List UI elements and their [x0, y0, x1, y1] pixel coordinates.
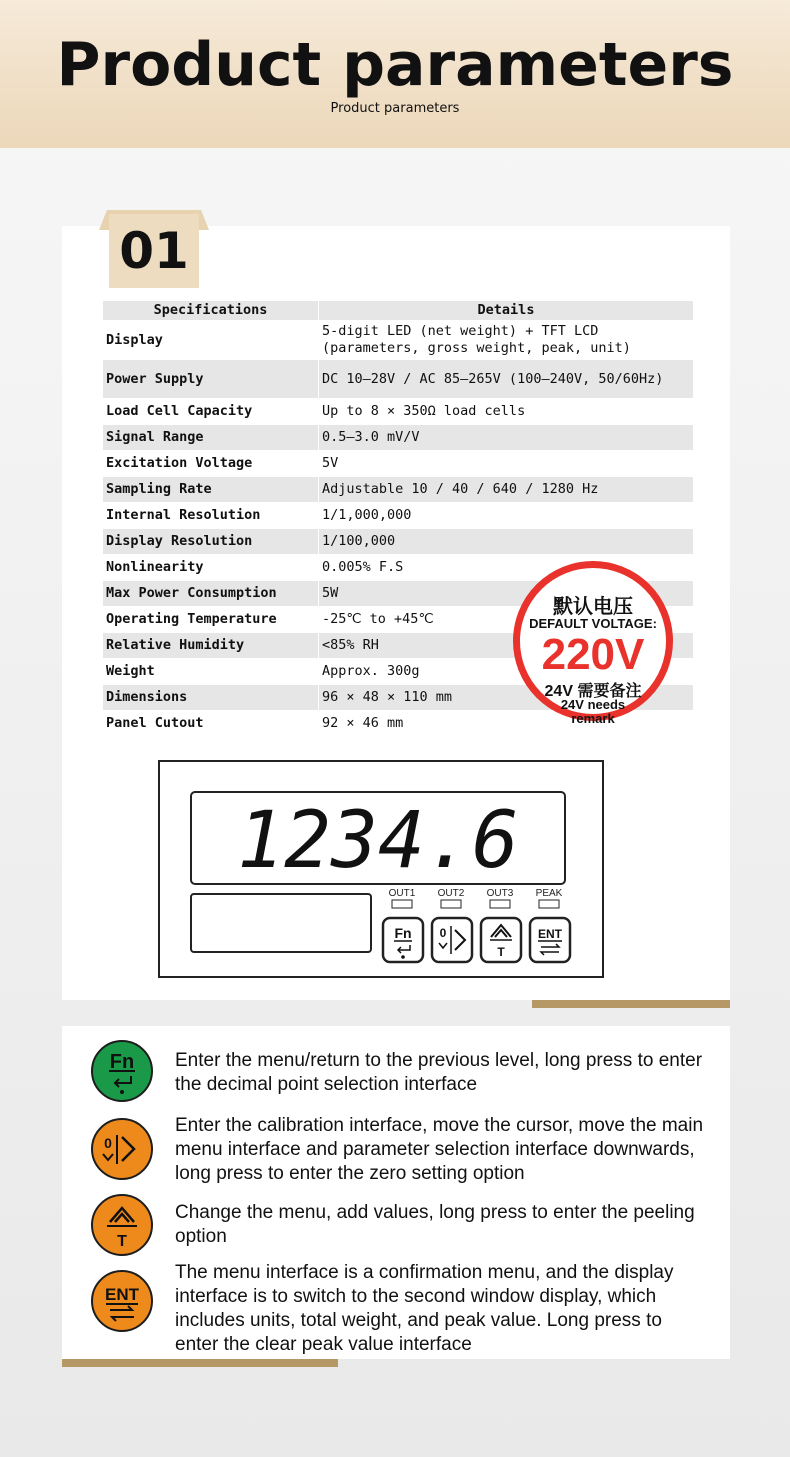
spec-value: Up to 8 × 350Ω load cells	[319, 399, 694, 425]
spec-value: 5V	[319, 451, 694, 477]
tare-key[interactable]	[481, 918, 521, 962]
zero-key[interactable]	[432, 918, 472, 962]
spec-name: Nonlinearity	[103, 555, 319, 581]
spec-name: Signal Range	[103, 425, 319, 451]
indicator-out1-led	[392, 900, 412, 908]
spec-name: Display Resolution	[103, 529, 319, 555]
zero-key-label: 0	[439, 926, 447, 940]
table-row	[103, 451, 694, 477]
spec-name: Internal Resolution	[103, 503, 319, 529]
table-row	[103, 360, 694, 399]
spec-value: <85% RH	[319, 633, 694, 659]
tare-icon-label: T	[117, 1233, 127, 1250]
spec-value: 0.005% F.S	[319, 555, 694, 581]
tare-key-description: Change the menu, add values, long press to enter the peeling option	[175, 1202, 695, 1247]
spec-name: Max Power Consumption	[103, 581, 319, 607]
page-subtitle: Product parameters	[330, 101, 460, 116]
stamp-en-title: DEFAULT VOLTAGE:	[529, 616, 657, 631]
spec-value: 5W	[319, 581, 694, 607]
ent-key-icon	[91, 1270, 153, 1332]
spec-value: 92 × 46 mm	[319, 711, 694, 737]
fn-key-icon	[91, 1040, 153, 1102]
led-reading: 1234.6	[237, 796, 519, 886]
spec-name: Power Supply	[103, 360, 319, 399]
spec-value: 0.5–3.0 mV/V	[319, 425, 694, 451]
indicator-out3-label: OUT3	[486, 888, 514, 899]
zero-icon-label: 0	[104, 1135, 112, 1151]
ent-icon-label: ENT	[105, 1285, 139, 1304]
device-front-panel	[158, 760, 604, 978]
indicator-out1-label: OUT1	[388, 888, 416, 899]
spec-value: DC 10–28V / AC 85–265V (100–240V, 50/60Hz)	[319, 360, 694, 399]
spec-value: Adjustable 10 / 40 / 640 / 1280 Hz	[319, 477, 694, 503]
accent-bar-bottom	[62, 1359, 338, 1367]
page-header	[0, 0, 790, 148]
spec-name: Load Cell Capacity	[103, 399, 319, 425]
spec-value: 1/1,000,000	[319, 503, 694, 529]
table-row	[103, 529, 694, 555]
spec-header-details: Details	[319, 301, 694, 321]
table-row	[103, 503, 694, 529]
device-panel-drawing	[160, 762, 602, 976]
stamp-note-en-line2: remark	[571, 711, 615, 726]
spec-value: Approx. 300g	[319, 659, 694, 685]
ent-key-label: ENT	[538, 927, 562, 941]
spec-name: Display	[103, 321, 319, 360]
table-row	[103, 399, 694, 425]
spec-name: Sampling Rate	[103, 477, 319, 503]
zero-key-description: Enter the calibration interface, move the cursor, move the main menu interface and parameter selection interface downwards, long press to enter the zero setting option	[175, 1115, 704, 1184]
spec-value: -25℃ to +45℃	[319, 607, 694, 633]
indicator-out2-led	[441, 900, 461, 908]
indicator-out3-led	[490, 900, 510, 908]
accent-bar	[532, 1000, 730, 1008]
stamp-note-en	[520, 698, 666, 726]
section-badge	[109, 214, 199, 288]
tare-key-icon	[91, 1194, 153, 1256]
stamp-note-en-line1: 24V needs	[560, 697, 626, 712]
stamp-note-cn: 24V 需要备注	[544, 683, 642, 700]
section-number: 01	[119, 222, 189, 280]
spec-name: Dimensions	[103, 685, 319, 711]
zero-key-icon	[91, 1118, 153, 1180]
indicator-peak-led	[539, 900, 559, 908]
table-row	[103, 321, 694, 360]
table-row	[103, 477, 694, 503]
ent-key-description: The menu interface is a confirmation menu, and the display interface is to switch to the second window display, which includes units, total weight, and peak value. Long press to enter the clear peak value interface	[175, 1262, 674, 1355]
default-voltage-stamp	[513, 561, 673, 726]
spec-name: Weight	[103, 659, 319, 685]
spec-value: 5-digit LED (net weight) + TFT LCD (parameters, gross weight, peak, unit)	[319, 321, 694, 360]
stamp-voltage: 220V	[541, 630, 645, 679]
fn-key-label: Fn	[394, 925, 412, 941]
stamp-cn-title: 默认电压	[553, 596, 633, 618]
ent-key[interactable]	[530, 918, 570, 962]
spec-name: Excitation Voltage	[103, 451, 319, 477]
spec-name: Operating Temperature	[103, 607, 319, 633]
indicator-peak-label: PEAK	[535, 888, 563, 899]
fn-key[interactable]	[383, 918, 423, 962]
indicator-out2-label: OUT2	[437, 888, 465, 899]
fn-key-description: Enter the menu/return to the previous level, long press to enter the decimal point selection interface	[175, 1050, 703, 1095]
page-title: Product parameters	[56, 30, 734, 100]
lcd-window	[191, 894, 371, 952]
fn-icon-label: Fn	[109, 1051, 135, 1073]
spec-value: 1/100,000	[319, 529, 694, 555]
table-row	[103, 425, 694, 451]
spec-value: 96 × 48 × 110 mm	[319, 685, 694, 711]
spec-header-specifications: Specifications	[103, 301, 319, 321]
spec-name: Panel Cutout	[103, 711, 319, 737]
tare-key-label: T	[497, 945, 505, 959]
spec-name: Relative Humidity	[103, 633, 319, 659]
